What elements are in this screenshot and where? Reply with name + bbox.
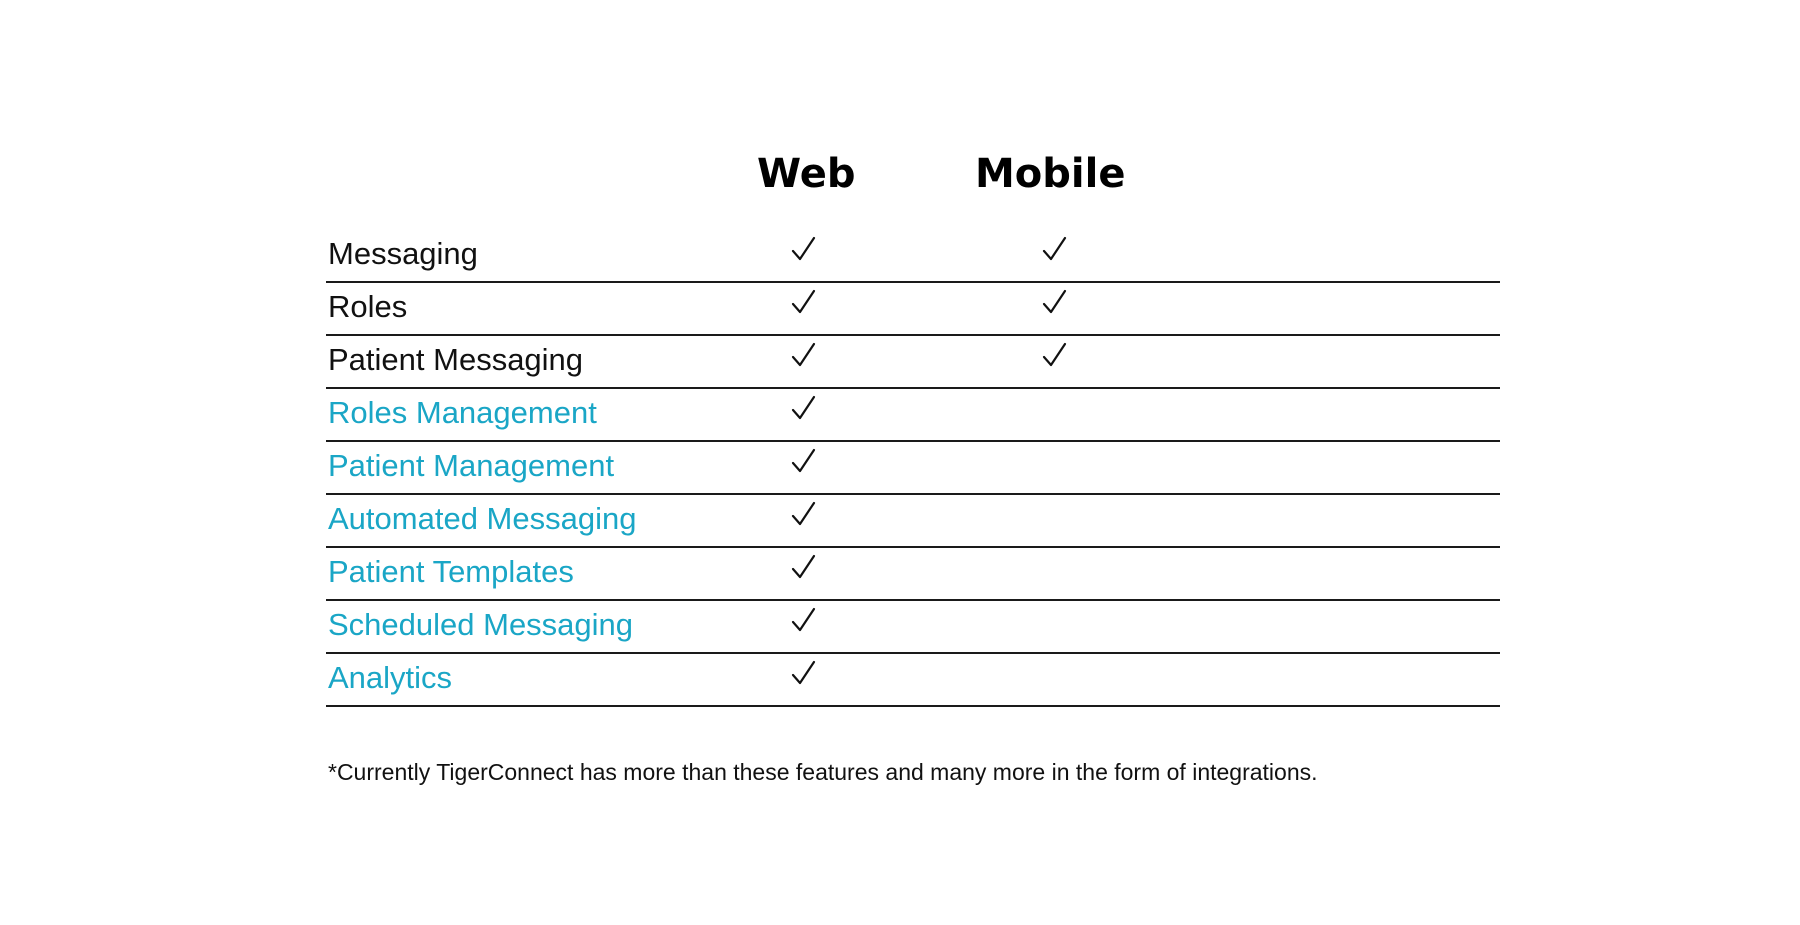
table-row [326, 283, 1500, 336]
checkmark-icon [790, 342, 818, 370]
table-row [326, 548, 1500, 601]
table-row [326, 230, 1500, 283]
checkmark-icon [790, 289, 818, 317]
footnote: *Currently TigerConnect has more than these features and many more in the form of integrations. [328, 759, 1318, 785]
feature-label: Scheduled Messaging [328, 607, 634, 642]
table-row [326, 654, 1500, 707]
feature-label: Patient Messaging [328, 342, 584, 377]
feature-label: Analytics [328, 660, 453, 695]
feature-label: Patient Templates [328, 554, 574, 589]
table-row [326, 601, 1500, 654]
feature-label: Roles Management [328, 395, 597, 430]
column-header-mobile: Mobile [975, 151, 1126, 197]
checkmark-icon [1041, 289, 1069, 317]
feature-label: Roles [328, 289, 408, 324]
checkmark-icon [790, 660, 818, 688]
checkmark-icon [790, 448, 818, 476]
checkmark-icon [1041, 236, 1069, 264]
checkmark-icon [1041, 342, 1069, 370]
checkmark-icon [790, 554, 818, 582]
feature-label: Patient Management [328, 448, 615, 483]
checkmark-icon [790, 501, 818, 529]
feature-label: Messaging [328, 236, 478, 271]
table-row [326, 336, 1500, 389]
feature-label: Automated Messaging [328, 501, 637, 536]
checkmark-icon [790, 607, 818, 635]
feature-comparison-table [326, 230, 1500, 707]
table-row [326, 442, 1500, 495]
checkmark-icon [790, 395, 818, 423]
table-row [326, 389, 1500, 442]
table-row [326, 495, 1500, 548]
checkmark-icon [790, 236, 818, 264]
column-header-web: Web [757, 151, 856, 197]
